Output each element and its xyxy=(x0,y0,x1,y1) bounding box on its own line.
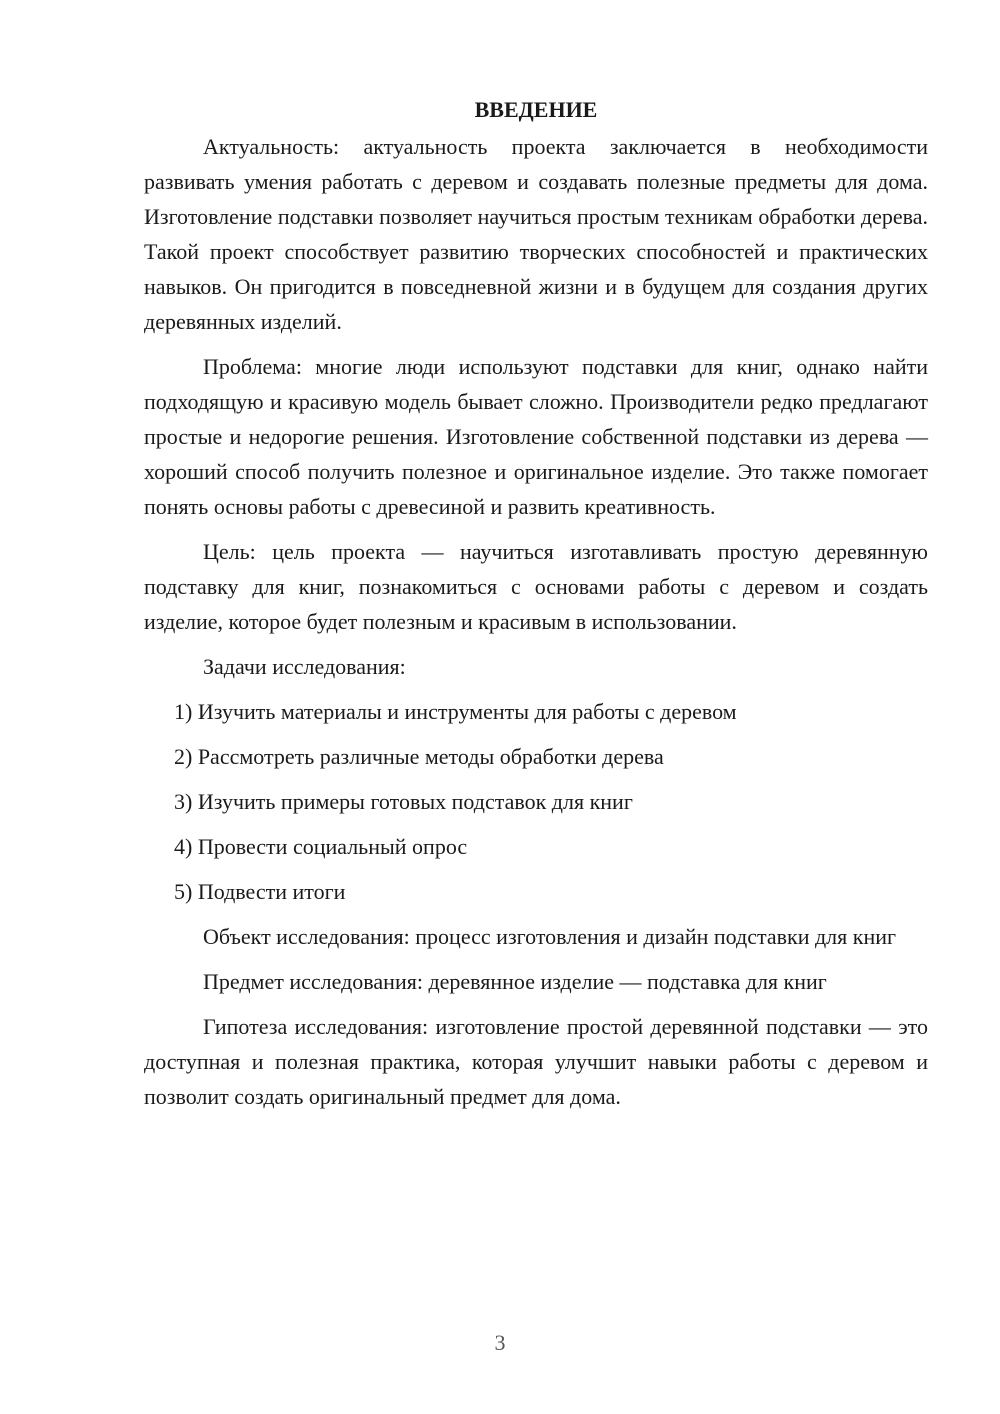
list-item: 5) Подвести итоги xyxy=(174,879,346,904)
relevance-paragraph: Актуальность: актуальность проекта заключается в необходимости развивать умения работать с деревом и создавать полезные предметы для дома. Изготовление подставки позволяет научиться простым техникам обработки дерева. Такой проект способствует развитию творческих способностей и практических навыков. Он пригодится в повседневной жизни и в будущем для создания других деревянных изделий. xyxy=(144,134,928,334)
tasks-list xyxy=(144,694,928,909)
list-item: 1) Изучить материалы и инструменты для работы с деревом xyxy=(174,699,737,724)
goal-paragraph: Цель: цель проекта — научиться изготавливать простую деревянную подставку для книг, познакомиться с основами работы с деревом и создать изделие, которое будет полезным и красивым в использовании. xyxy=(144,539,928,634)
problem-paragraph: Проблема: многие люди используют подставки для книг, однако найти подходящую и красивую модель бывает сложно. Производители редко предлагают простые и недорогие решения. Изготовление собственной подставки из дерева — хороший способ получить полезное и оригинальное изделие. Это также помогает понять основы работы с древесиной и развить креативность. xyxy=(144,354,928,519)
page-number: 3 xyxy=(494,1330,506,1355)
page-title: ВВЕДЕНИЕ xyxy=(474,97,598,122)
document-page xyxy=(144,92,928,1124)
list-item: 4) Провести социальный опрос xyxy=(174,834,468,859)
list-item: 3) Изучить примеры готовых подставок для книг xyxy=(174,789,633,814)
tasks-heading: Задачи исследования: xyxy=(203,654,406,679)
list-item: 2) Рассмотреть различные методы обработки дерева xyxy=(174,744,664,769)
subject-paragraph: Предмет исследования: деревянное изделие — подставка для книг xyxy=(203,969,827,994)
object-paragraph: Объект исследования: процесс изготовления и дизайн подставки для книг xyxy=(203,924,897,949)
hypothesis-paragraph: Гипотеза исследования: изготовление простой деревянной подставки — это доступная и полезная практика, которая улучшит навыки работы с деревом и позволит создать оригинальный предмет для дома. xyxy=(144,1014,928,1109)
